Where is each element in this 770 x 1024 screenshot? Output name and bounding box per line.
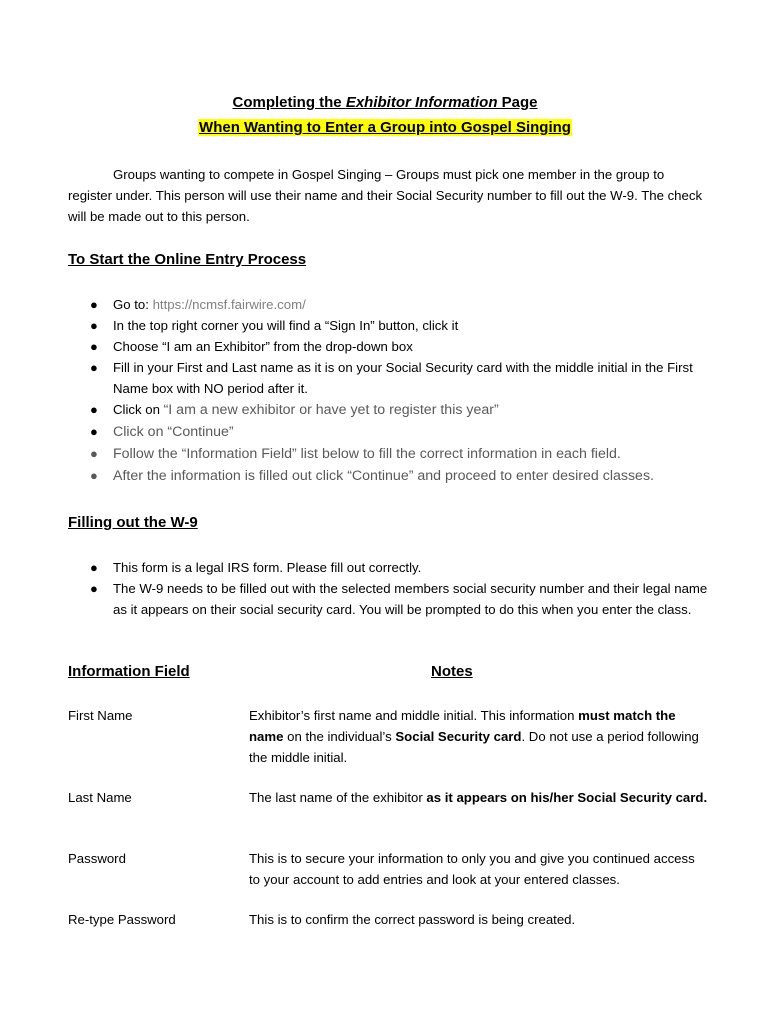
subtitle-highlight: When Wanting to Enter a Group into Gospel Singing: [199, 119, 571, 136]
field-note-last-name: [249, 787, 709, 808]
note-bold: must match the name: [249, 708, 676, 744]
page-subtitle: [0, 119, 770, 136]
title-suffix: Page: [497, 94, 538, 111]
list-item-text: After the information is filled out click “Continue” and proceed to enter desired classes.: [113, 468, 654, 484]
list-item-text-gray: “I am a new exhibitor or have yet to register this year”: [163, 402, 499, 418]
bullet-icon: ●: [90, 360, 98, 375]
list-item: [68, 357, 708, 399]
bullet-icon: ●: [90, 581, 98, 596]
note-bold: Social Security card: [395, 729, 522, 744]
list-item: [68, 578, 708, 620]
field-note-retype-password: This is to confirm the correct password is being created.: [249, 912, 576, 927]
bullet-icon: ●: [90, 318, 98, 333]
fairwire-link[interactable]: https://ncmsf.fairwire.com/: [152, 297, 306, 312]
list-item-text: Click on “Continue”: [113, 424, 234, 440]
list-item: [68, 315, 708, 336]
list-item-text: This form is a legal IRS form. Please fill out correctly.: [113, 560, 422, 575]
bullet-icon: ●: [90, 468, 98, 483]
note-text: on the individual’s: [283, 729, 396, 744]
bullet-icon: ●: [90, 339, 98, 354]
field-note-password: This is to secure your information to only you and give you continued access to your account to add entries and look at your entered classes.: [249, 851, 695, 887]
bullet-icon: ●: [90, 297, 98, 312]
bullet-icon: ●: [90, 402, 98, 417]
list-item: [68, 294, 708, 315]
bullet-icon: ●: [90, 560, 98, 575]
list-item-text: The W-9 needs to be filled out with the selected members social security number and their legal name as it appears on their social security card. You will be prompted to do this when you enter the class.: [113, 581, 708, 617]
note-bold: as it appears on his/her Social Security card.: [426, 790, 708, 805]
field-label-last-name: Last Name: [68, 790, 132, 805]
online-entry-heading: To Start the Online Entry Process: [68, 251, 307, 268]
list-item: [68, 443, 708, 465]
notes-heading: Notes: [431, 663, 473, 680]
list-item-text: Follow the “Information Field” list below to fill the correct information in each field.: [113, 446, 621, 462]
list-item: [68, 421, 708, 443]
note-text: . Do not use a period following the middle initial.: [249, 729, 699, 765]
information-field-heading: Information Field: [68, 663, 190, 680]
w9-list: [68, 557, 708, 620]
field-label-retype-password: Re-type Password: [68, 912, 176, 927]
list-item: [68, 399, 708, 421]
intro-paragraph: Groups wanting to compete in Gospel Singing – Groups must pick one member in the group to register under. This person will use their name and their Social Security number to fill out the W-9. The check will be made out to this person.: [68, 167, 703, 224]
list-item-text: In the top right corner you will find a “Sign In” button, click it: [113, 318, 459, 333]
title-italic: Exhibitor Information: [345, 94, 498, 111]
list-item-text: Click on: [113, 402, 164, 417]
list-item: [68, 336, 708, 357]
online-entry-list: [68, 294, 708, 487]
note-text: Exhibitor’s first name and middle initial. This information: [249, 708, 579, 723]
bullet-icon: ●: [90, 424, 98, 439]
page-title: [0, 94, 770, 111]
field-label-first-name: First Name: [68, 708, 133, 723]
note-text: The last name of the exhibitor: [249, 790, 427, 805]
list-item-text: Go to:: [113, 297, 153, 312]
title-prefix: Completing the: [232, 94, 346, 111]
list-item: [68, 465, 708, 487]
field-label-password: Password: [68, 851, 126, 866]
list-item-text: Choose “I am an Exhibitor” from the drop-down box: [113, 339, 413, 354]
field-note-first-name: [249, 705, 709, 768]
w9-heading: Filling out the W-9: [68, 514, 198, 531]
bullet-icon: ●: [90, 446, 98, 461]
list-item: [68, 557, 708, 578]
list-item-text: Fill in your First and Last name as it is on your Social Security card with the middle initial in the First Name box with NO period after it.: [113, 360, 693, 396]
